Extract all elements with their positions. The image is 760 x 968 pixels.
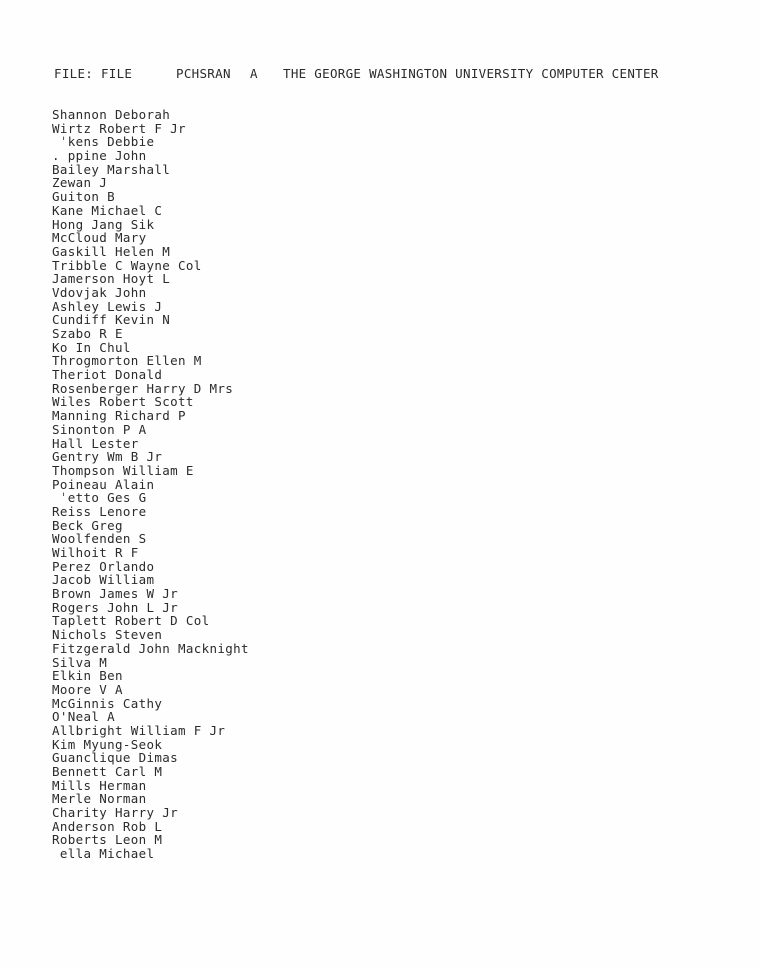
name-entry: Beck Greg [52, 517, 123, 533]
name-entry: Kim Myung-Seok [52, 736, 163, 752]
name-entry: Allbright William F Jr [52, 722, 226, 738]
name-entry: Wilhoit R F [52, 545, 139, 560]
name-entry: Guanclique Dimas [52, 750, 179, 766]
name-entry: Jamerson Hoyt L [52, 271, 171, 287]
name-entry: Throgmorton Ellen M [52, 353, 202, 369]
name-entry: Mills Herman [52, 777, 147, 793]
name-entry: Roberts Leon M [52, 832, 163, 848]
name-entry: Taplett Robert D Col [52, 613, 210, 629]
name-entry: Poineau Alain [52, 476, 155, 492]
name-entry: McGinnis Cathy [52, 695, 163, 711]
file-mode: A [250, 66, 258, 81]
name-entry: Rosenberger Harry D Mrs [52, 380, 234, 396]
name-entry: Zewan J [52, 175, 108, 191]
name-entry: . ppine John [52, 148, 147, 164]
name-entry: Charity Harry Jr [52, 805, 179, 821]
name-entry: Sinonton P A [52, 421, 147, 437]
name-entry: Szabo R E [52, 326, 123, 341]
name-entry: ˈetto Ges G [52, 490, 147, 506]
name-entry: Tribble C Wayne Col [52, 257, 202, 273]
name-entry: Bailey Marshall [52, 161, 171, 177]
name-entry: Vdovjak John [52, 284, 147, 300]
file-label: FILE: FILE [54, 66, 133, 81]
name-entry: Bennett Carl M [52, 764, 163, 779]
name-entry: Shannon Deborah [52, 107, 171, 122]
name-entry: Moore V A [52, 681, 123, 697]
name-entry: Hall Lester [52, 435, 139, 451]
name-entry: Manning Richard P [52, 408, 186, 424]
name-entry: Reiss Lenore [52, 503, 147, 519]
file-name: PCHSRAN [176, 66, 231, 81]
name-entry: Merle Norman [52, 791, 147, 807]
name-entry: Theriot Donald [52, 367, 163, 383]
name-entry: ella Michael [52, 846, 155, 862]
name-entry: Guiton B [52, 189, 116, 205]
name-entry: Woolfenden S [52, 531, 147, 547]
name-entry: Wiles Robert Scott [52, 394, 194, 410]
name-entry: Elkin Ben [52, 668, 123, 684]
name-entry: Jacob William [52, 572, 155, 588]
name-entry: Fitzgerald John Macknight [52, 640, 249, 656]
name-entry: Anderson Rob L [52, 818, 163, 834]
name-entry: Perez Orlando [52, 558, 155, 574]
name-list [52, 108, 249, 861]
name-entry: ˈkens Debbie [52, 134, 155, 150]
name-entry: Ko In Chul [52, 339, 131, 355]
name-entry: Silva M [52, 654, 108, 670]
name-entry: Thompson William E [52, 462, 194, 478]
name-entry: McCloud Mary [52, 230, 147, 246]
name-entry: Kane Michael C [52, 202, 163, 218]
name-entry: Ashley Lewis J [52, 298, 163, 314]
name-entry: Rogers John L Jr [52, 599, 179, 615]
name-entry: Cundiff Kevin N [52, 312, 171, 328]
name-entry: O'Neal A [52, 709, 116, 725]
name-entry: Brown James W Jr [52, 586, 179, 602]
name-entry: Hong Jang Sik [52, 216, 155, 232]
name-entry: Gentry Wm B Jr [52, 449, 163, 465]
name-entry: Wirtz Robert F Jr [52, 120, 186, 136]
organization-name: THE GEORGE WASHINGTON UNIVERSITY COMPUTER CENTER [283, 66, 659, 81]
name-entry: Gaskill Helen M [52, 243, 171, 259]
name-entry: Nichols Steven [52, 627, 163, 643]
